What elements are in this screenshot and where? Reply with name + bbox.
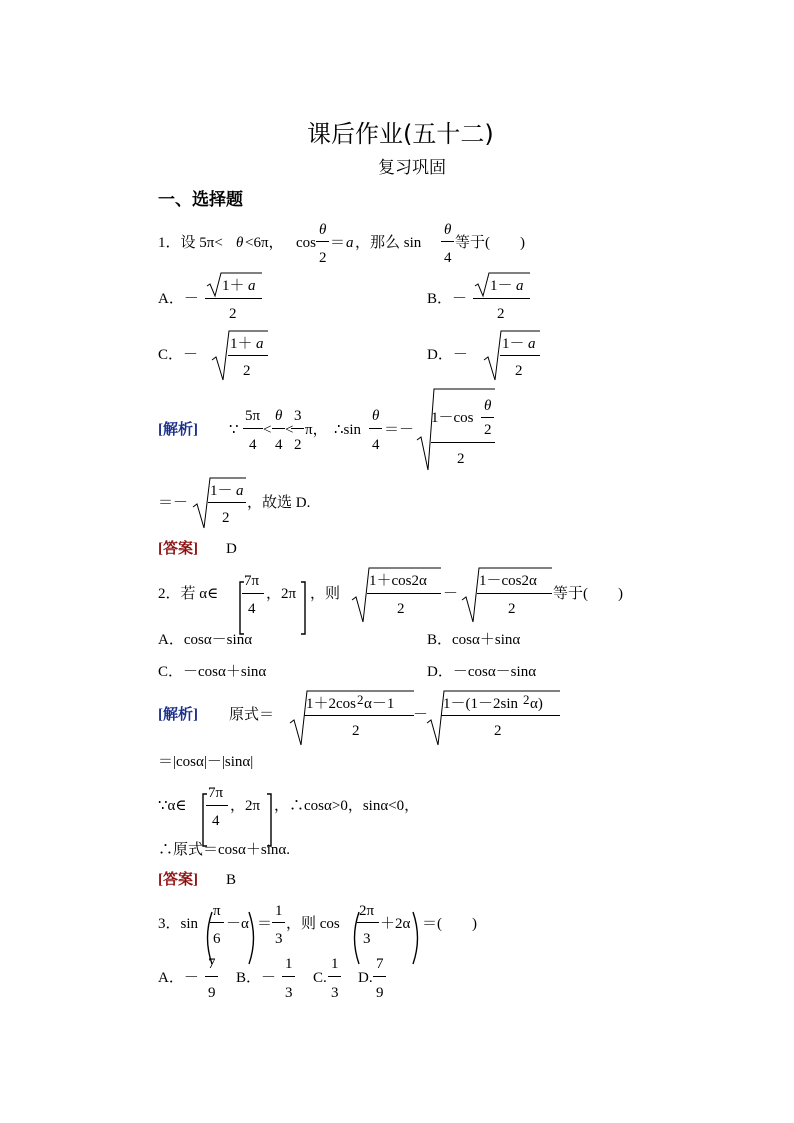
q2-line3-post: ，∴cosα>0，sinα<0，	[274, 798, 420, 814]
q3-mid: ，则 cos	[286, 916, 340, 932]
q1-option-c-den: 2	[243, 363, 251, 379]
q1-a: a	[346, 235, 354, 251]
q1-frac3-den: 2	[294, 437, 302, 453]
q3-p-num: π	[213, 903, 221, 919]
q1-option-c-a: a	[256, 336, 264, 352]
q2-option-d: D．－cosα－sinα	[427, 664, 537, 680]
q2-minus: －	[443, 586, 459, 602]
q2-line2: ＝|cosα|－|sinα|	[158, 754, 254, 770]
q2-s1-sup: 2	[357, 692, 364, 707]
q1-frac1-bar	[243, 428, 263, 429]
q1-line2-den: 2	[222, 510, 230, 526]
q2-orig: 原式＝	[229, 707, 275, 723]
q1-option-b-radicand: 1－	[490, 278, 513, 294]
q3-v-den: 3	[275, 931, 283, 947]
q1-frac4-num: θ	[372, 408, 380, 424]
q2-bracket-den: 4	[248, 601, 256, 617]
q2-bracket-bar	[242, 593, 264, 594]
q3-option-b-den: 3	[285, 985, 293, 1001]
q2-ask: 等于( )	[553, 586, 623, 602]
q2-option-a: A．cosα－sinα	[158, 632, 253, 648]
q1-option-c-label: C．－	[158, 347, 199, 363]
q3-option-c-label: C.	[313, 970, 327, 986]
page-subtitle: 复习巩固	[378, 158, 446, 178]
q1-analysis-label: [解析]	[158, 422, 198, 438]
q1-fraction-bar	[316, 241, 329, 242]
q1-option-b-bar	[473, 298, 530, 299]
q1-lt2: <	[285, 422, 294, 438]
q1-line2-num: 1－	[210, 483, 233, 499]
q1-frac-theta-den: 2	[319, 250, 327, 266]
q1-option-d-num: 1－	[502, 336, 525, 352]
q1-frac1-den: 4	[249, 437, 257, 453]
q1-frac3-bar	[291, 428, 304, 429]
q3-option-c-den: 3	[331, 985, 339, 1001]
q1-eq-minus: ＝－	[384, 422, 415, 438]
q1-option-d-den: 2	[515, 363, 523, 379]
q3-option-d-label: D.	[358, 970, 373, 986]
q1-pi: π，	[305, 422, 328, 438]
q3-c-bar	[357, 922, 379, 923]
q3-c-num: 2π	[359, 903, 375, 919]
q1-sin-theta-den: 4	[444, 250, 452, 266]
q1-lt1: <	[263, 422, 272, 438]
q1-option-a-den: 2	[229, 306, 237, 322]
page-title: 课后作业(五十二)	[307, 120, 494, 148]
q2-s2-sup: 2	[523, 692, 530, 707]
q1-sin-theta-num: θ	[444, 222, 452, 238]
q1-option-c-num: 1＋	[230, 336, 253, 352]
q1-frac1-num: 5π	[245, 408, 261, 424]
q1-ask: 等于( )	[455, 235, 525, 251]
q2-s2-bar	[441, 715, 560, 716]
q3-option-a-num: 7	[208, 956, 216, 972]
q1-theta: θ	[236, 235, 244, 251]
q1-stem-mid: <6π，	[245, 235, 284, 251]
q2-analysis-label: [解析]	[158, 707, 198, 723]
q1-therefore-sin: ∴sin	[334, 422, 362, 438]
q1-stem-pre: 1．设 5π<	[158, 235, 223, 251]
q1-eq: ＝	[330, 235, 346, 251]
q1-rad-bar	[431, 442, 495, 443]
q2-bracket-mid: ，2π	[266, 586, 297, 602]
q1-line2-bar	[208, 502, 246, 503]
q3-option-c-bar	[328, 976, 341, 977]
q3-option-c-num: 1	[331, 956, 339, 972]
q1-sin-fraction-bar	[441, 241, 454, 242]
q2-line3-pre: ∵α∈	[158, 798, 187, 814]
q3-eq: ＝	[257, 916, 273, 932]
q1-frac3-num: 3	[294, 408, 302, 424]
q1-rad-den: 2	[457, 451, 465, 467]
q2-s2-num-b: α)	[530, 696, 543, 712]
q1-option-d-label: D．－	[427, 347, 468, 363]
q1-stem-post: ，那么 sin	[355, 235, 422, 251]
q2-stem-post: ，则	[310, 586, 341, 602]
q1-answer: D	[226, 541, 237, 557]
q2-s2-den: 2	[494, 723, 502, 739]
q1-option-a-radicand: 1＋	[222, 278, 245, 294]
q1-option-b-label: B．－	[427, 291, 468, 307]
q3-option-a-den: 9	[208, 985, 216, 1001]
q1-frac4-bar	[369, 428, 382, 429]
q3-option-b-num: 1	[285, 956, 293, 972]
q3-option-d-den: 9	[376, 985, 384, 1001]
q3-stem-pre: 3．sin	[158, 916, 199, 932]
q2-s1-num-a: 1＋2cos	[306, 696, 356, 712]
q1-option-a-bar	[205, 298, 262, 299]
q2-rad2-den: 2	[508, 601, 516, 617]
q2-rad1-den: 2	[397, 601, 405, 617]
q3-option-d-num: 7	[376, 956, 384, 972]
q3-p-den: 6	[213, 931, 221, 947]
q2-rad2-num: 1－cos2α	[479, 573, 537, 589]
q2-rad1-bar	[367, 593, 441, 594]
section-heading: 一、选择题	[158, 190, 243, 210]
q3-option-d-bar	[373, 976, 386, 977]
q2-s2-num-a: 1－(1－2sin	[443, 696, 519, 712]
q1-because: ∵	[229, 422, 239, 438]
q2-s1-den: 2	[352, 723, 360, 739]
q1-rad-num: 1－cos	[431, 410, 474, 426]
q1-rad-frac-bar	[481, 417, 494, 418]
q1-frac2-num: θ	[275, 408, 283, 424]
q3-option-b-bar	[282, 976, 295, 977]
q3-c-den: 3	[363, 931, 371, 947]
q2-s1-num-b: α－1	[364, 696, 395, 712]
q3-v-bar	[272, 922, 285, 923]
q3-p-post: －α	[226, 916, 249, 932]
q1-option-d-bar	[500, 355, 540, 356]
q1-frac2-bar	[272, 428, 285, 429]
q2-line4: ∴原式＝cosα＋sinα.	[158, 842, 290, 858]
q3-option-a-bar	[205, 976, 218, 977]
q1-option-a-label: A．－	[158, 291, 199, 307]
q2-line3-mid: ，2π	[230, 798, 261, 814]
q3-option-b-label: B．－	[236, 970, 277, 986]
q3-option-a-label: A．－	[158, 970, 199, 986]
q2-answer: B	[226, 872, 237, 888]
q1-cos: cos	[296, 235, 316, 251]
q1-option-b-a: a	[516, 278, 524, 294]
q2-s1-bar	[304, 715, 414, 716]
q3-c-post: ＋2α	[380, 916, 411, 932]
q1-option-b-den: 2	[497, 306, 505, 322]
q1-option-d-a: a	[528, 336, 536, 352]
q2-minus-2: －	[413, 707, 429, 723]
q2-option-c: C．－cosα＋sinα	[158, 664, 267, 680]
q1-frac2-den: 4	[275, 437, 283, 453]
q2-stem-pre: 2．若 α∈	[158, 586, 219, 602]
q1-option-c-bar	[228, 355, 268, 356]
q1-option-a-a: a	[248, 278, 256, 294]
q2-bracket-num: 7π	[244, 573, 260, 589]
q2-line3-den: 4	[212, 813, 220, 829]
q3-ask: ＝( )	[422, 916, 477, 932]
q1-line2-pre: ＝－	[158, 495, 189, 511]
q1-rad-frac-den: 2	[484, 422, 492, 438]
q2-answer-label: [答案]	[158, 872, 198, 888]
q1-frac4-den: 4	[372, 437, 380, 453]
q1-rad-frac-num: θ	[484, 398, 492, 414]
q2-line3-num: 7π	[208, 785, 224, 801]
q1-line2-post: ，故选 D.	[247, 495, 311, 511]
q2-option-b: B．cosα＋sinα	[427, 632, 521, 648]
q2-line3-bar	[206, 805, 228, 806]
q1-frac-theta-num: θ	[319, 222, 327, 238]
q2-rad2-bar	[477, 593, 552, 594]
q1-line2-a: a	[236, 483, 244, 499]
q1-answer-label: [答案]	[158, 541, 198, 557]
q3-p-bar	[210, 922, 224, 923]
q3-v-num: 1	[275, 903, 283, 919]
q2-rad1-num: 1＋cos2α	[369, 573, 427, 589]
